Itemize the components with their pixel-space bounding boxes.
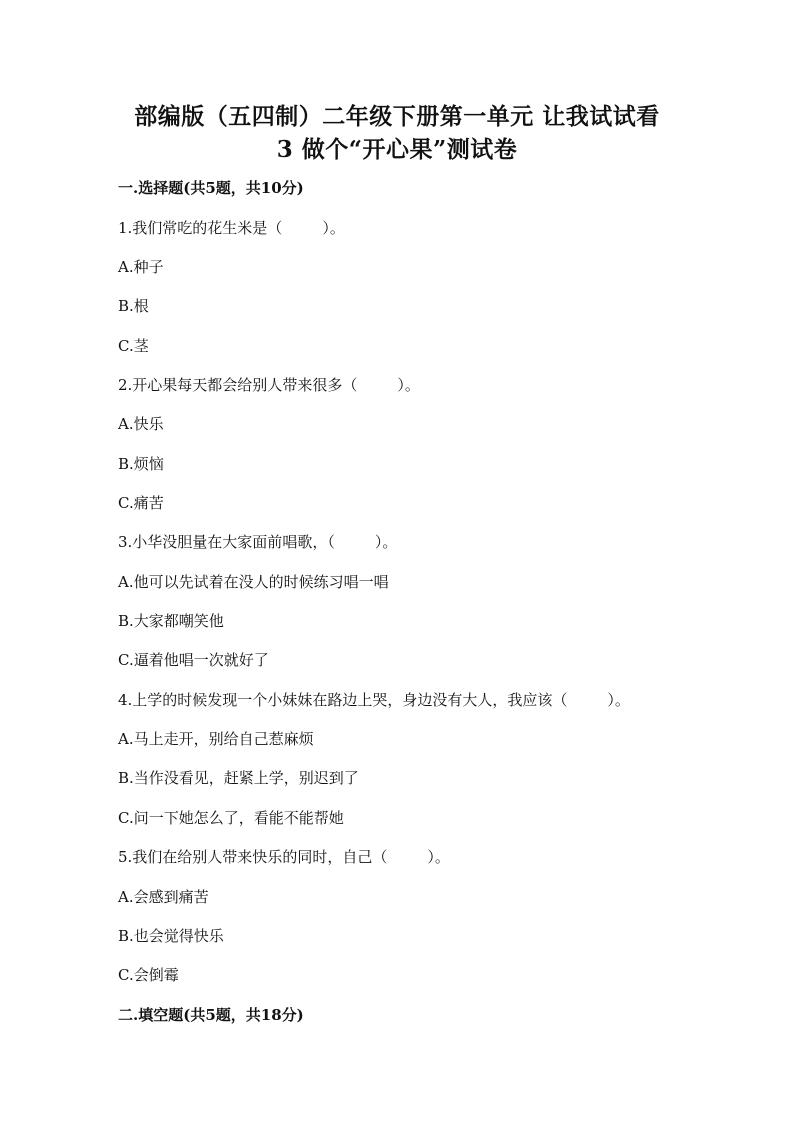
question-4 [118, 690, 630, 710]
question-5-option-a: A.会感到痛苦 [118, 888, 209, 906]
question-5-option-c: C.会倒霉 [118, 966, 179, 984]
question-4-option-c: C.问一下她怎么了，看能不能帮她 [118, 809, 344, 827]
question-3-stem-end: ）。 [374, 533, 398, 551]
question-4-option-a: A.马上走开，别给自己惹麻烦 [118, 730, 314, 748]
question-4-stem-start: 4.上学的时候发现一个小妹妹在路边上哭，身边没有大人，我应该（ [118, 691, 568, 709]
question-1-option-a: A.种子 [118, 258, 164, 276]
question-2-option-a: A.快乐 [118, 415, 164, 433]
question-5-option-b: B.也会觉得快乐 [118, 927, 224, 945]
question-3-option-c: C.逼着他唱一次就好了 [118, 651, 269, 669]
question-4-stem-end: ）。 [607, 691, 630, 709]
question-1-option-b: B.根 [118, 297, 149, 315]
question-2-option-c: C.痛苦 [118, 494, 164, 512]
question-3-stem-start: 3.小华没胆量在大家面前唱歌，（ [118, 533, 335, 551]
question-2-stem-end: ）。 [397, 376, 420, 394]
question-2-stem-start: 2.开心果每天都会给别人带来很多（ [118, 376, 358, 394]
question-1-stem-end: ）。 [322, 219, 345, 237]
question-1-option-c: C.茎 [118, 337, 149, 355]
section-heading-fill-in: 二.填空题(共5题，共18分) [118, 1006, 304, 1024]
question-5 [118, 847, 450, 867]
question-3-option-a: A.他可以先试着在没人的时候练习唱一唱 [118, 573, 389, 591]
question-4-option-b: B.当作没看见，赶紧上学，别迟到了 [118, 769, 359, 787]
question-2-option-b: B.烦恼 [118, 455, 164, 473]
question-1-stem-start: 1.我们常吃的花生米是（ [118, 219, 283, 237]
question-3 [118, 532, 397, 552]
page-title-line-2: 3 做个“开心果”测试卷 [276, 136, 518, 163]
question-5-stem-end: ）。 [427, 848, 450, 866]
question-2 [118, 375, 420, 395]
question-3-option-b: B.大家都嘲笑他 [118, 612, 224, 630]
page-title-line-1: 部编版（五四制）二年级下册第一单元 让我试试看 [134, 103, 660, 130]
question-5-stem-start: 5.我们在给别人带来快乐的同时，自己（ [118, 848, 388, 866]
section-heading-choice: 一.选择题(共5题，共10分) [118, 179, 304, 197]
question-1 [118, 218, 345, 238]
